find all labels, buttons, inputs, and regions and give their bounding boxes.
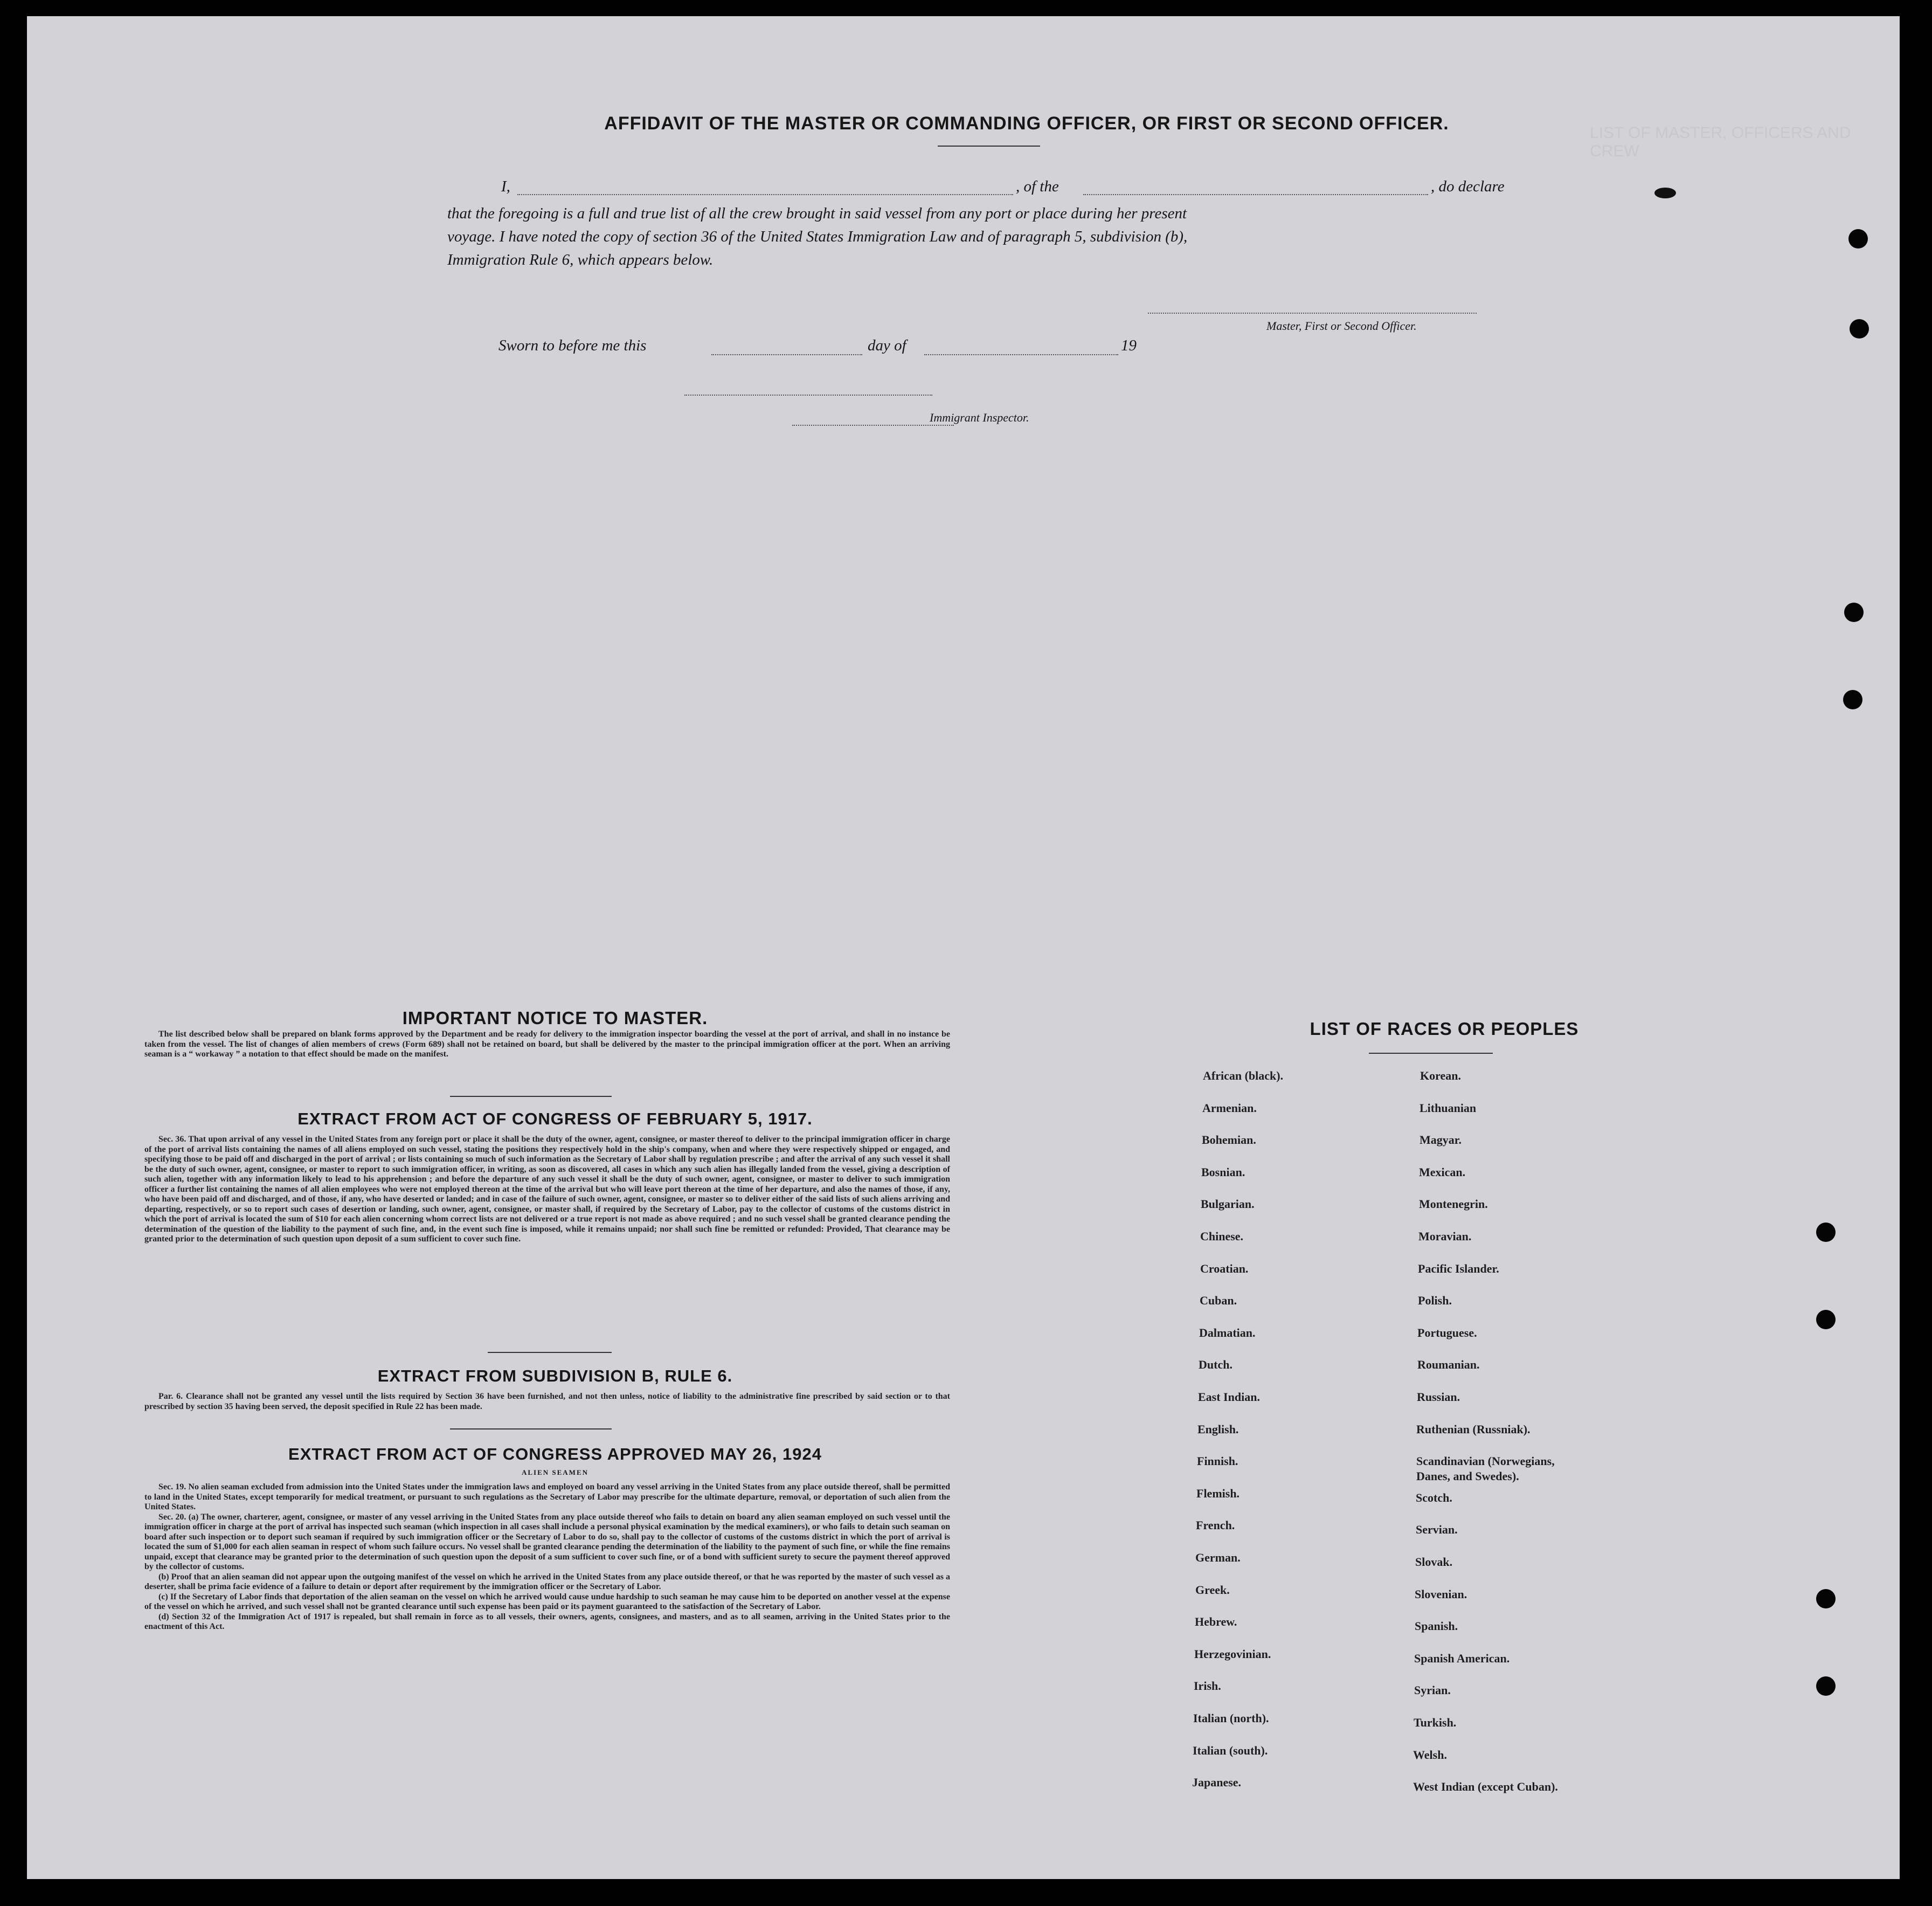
day-of-text: day of xyxy=(868,337,906,354)
sworn-month-field[interactable] xyxy=(924,354,1118,355)
inspector-signature-field[interactable] xyxy=(684,395,932,396)
race-item: Armenian. xyxy=(1202,1101,1257,1115)
sec-20b-text: (b) Proof that an alien seaman did not appear upon the outgoing manifest of the vessel on which he arrived in the United States from any place outside thereof, or that he was reported by the master of such vessel as a deserter, shall be prima facie evidence of a failure to detain or deport after requirement by the immigration officer or the Secretary of Labor. xyxy=(144,1572,950,1591)
race-item: Mexican. xyxy=(1419,1165,1466,1179)
affidavit-of-the: , of the xyxy=(1016,178,1059,195)
affidavit-line-3: voyage. I have noted the copy of section 36 of the United States Immigration Law and of paragraph 5, subdivision (b), xyxy=(447,228,1188,245)
inspector-dotted-lead xyxy=(792,425,954,426)
race-item: Scotch. xyxy=(1416,1491,1452,1504)
sec-20d-text: (d) Section 32 of the Immigration Act of 1917 is repealed, but shall remain in force as to all vessels, their owners, agents, consignees, and masters, and as to all seamen, arriving in the United States prior to the enactment of this Act. xyxy=(144,1612,950,1631)
extract-1917-block xyxy=(144,1135,950,1245)
master-signature-label: Master, First or Second Officer. xyxy=(1266,319,1417,333)
punch-hole xyxy=(1848,229,1868,248)
race-item: Dutch. xyxy=(1199,1358,1232,1371)
punch-hole xyxy=(1816,1310,1836,1329)
affidavit-i: I, xyxy=(501,178,510,195)
punch-hole xyxy=(1850,319,1869,339)
race-item: Roumanian. xyxy=(1417,1358,1480,1371)
race-item: Pacific Islander. xyxy=(1418,1262,1499,1275)
race-item: Cuban. xyxy=(1200,1294,1237,1307)
race-item: Spanish. xyxy=(1415,1619,1458,1633)
officer-name-field[interactable] xyxy=(517,194,1013,195)
section-36-text: Sec. 36. That upon arrival of any vessel in the United States from any foreign port or place it shall be the duty of the owner, agent, consignee, or master thereof to deliver to the principal immigration officer in charge of the port of arrival lists containing the names of all aliens employed on such vessel, stating the positions they respectively hold in the ship's company, when and where they were respectively shipped or engaged, and specifying those to be paid off and discharged in the port of arrival ; or lists containing so much of such information as the Secretary of Labor shall by regulation prescribe ; and after the arrival of any such vessel it shall be the duty of such owner, agent, consignee, or master to report to such immigration officer, in writing, as soon as discovered, all cases in which any such alien has illegally landed from the vessel, giving a description of such alien, together with any information likely to lead to his apprehension ; and before the departure of any such vessel it shall be the duty of such owner, agent, consignee, or master to deliver to such immigration officer a further list containing the names of all alien employees who were not employed thereon at the time of the arrival but who will leave port thereon at the time of her departure, and also the names of those, if any, who have been paid off and discharged, and of those, if any, who have deserted or landed; and in case of the failure of such owner, agent, consignee, or master so to deliver either of the said lists of such aliens arriving and departing, respectively, or so to report such cases of desertion or landing, such owner, agent, consignee, or master shall, if required by the Secretary of Labor, pay to the collector of customs of the customs district in which the port of arrival is located the sum of $10 for each alien concerning whom correct lists are not delivered or a true report is not made as above required ; and no such vessel shall be granted clearance pending the determination of the question of the liability to the payment of such fine, and, in the event such fine is imposed, while it remains unpaid; nor shall such fine be remitted or refunded: Provided, That clearance may be granted prior to the determination of such question upon deposit of a sum sufficient to cover such fine. xyxy=(144,1135,950,1244)
race-item: Portuguese. xyxy=(1417,1326,1477,1339)
race-item: Welsh. xyxy=(1413,1748,1447,1762)
race-item: African (black). xyxy=(1203,1069,1284,1082)
punch-hole xyxy=(1816,1223,1836,1242)
race-item: Italian (south). xyxy=(1193,1744,1268,1757)
race-item: Ruthenian (Russniak). xyxy=(1416,1422,1531,1436)
race-item: Bosnian. xyxy=(1201,1165,1245,1179)
race-item: Polish. xyxy=(1418,1294,1452,1307)
extract-1924-block xyxy=(144,1482,950,1632)
section-divider xyxy=(488,1352,612,1353)
race-item: Spanish American. xyxy=(1414,1652,1510,1665)
race-item: French. xyxy=(1196,1518,1235,1532)
bleed-through-text: LIST OF MASTER, OFFICERS AND CREW xyxy=(1590,124,1851,160)
notice-text-block xyxy=(144,1030,950,1060)
race-item: Servian. xyxy=(1416,1523,1458,1536)
notice-text: The list described below shall be prepared on blank forms approved by the Department and be ready for delivery to the immigration inspector boarding the vessel at the port of arrival, and shall in no instance be taken from the vessel. The list of changes of alien members of crews (Form 689) shall not be retained on board, but shall be delivered by the master to the principal immigration officer at the port. When an arriving seaman is a “ workaway ” a notation to that effect should be made on the manifest. xyxy=(144,1030,950,1059)
race-item: Montenegrin. xyxy=(1419,1197,1488,1211)
vessel-name-field[interactable] xyxy=(1083,194,1428,195)
race-item: Irish. xyxy=(1194,1679,1221,1693)
race-item: Hebrew. xyxy=(1195,1615,1237,1628)
race-item: West Indian (except Cuban). xyxy=(1413,1780,1558,1793)
race-item: Bulgarian. xyxy=(1201,1197,1255,1211)
affidavit-body xyxy=(447,202,1557,272)
sworn-day-field[interactable] xyxy=(711,354,862,355)
race-item: Italian (north). xyxy=(1193,1711,1269,1725)
race-item: Lithuanian xyxy=(1419,1101,1477,1115)
rule-6-title: EXTRACT FROM SUBDIVISION B, RULE 6. xyxy=(377,1366,733,1385)
race-item: Dalmatian. xyxy=(1199,1326,1256,1339)
punch-hole xyxy=(1816,1676,1836,1696)
affidavit-line-1 xyxy=(501,178,1557,199)
race-item: German. xyxy=(1195,1551,1241,1564)
race-item: Herzegovinian. xyxy=(1194,1647,1271,1661)
par-6-text: Par. 6. Clearance shall not be granted any vessel until the lists required by Section 36 have been furnished, and not then unless, notice of liability to the administrative fine prescribed by said section or to that prescribed by section 35 having been served, the deposit specified in Rule 22 has been made. xyxy=(144,1392,950,1411)
affidavit-do-declare: , do declare xyxy=(1431,178,1505,195)
master-signature-field[interactable] xyxy=(1148,313,1477,314)
race-item: Slovenian. xyxy=(1415,1587,1467,1601)
year-prefix: 19 xyxy=(1121,337,1137,354)
rule-6-block xyxy=(144,1392,950,1412)
race-item: English. xyxy=(1197,1422,1239,1436)
sec-20a-text: Sec. 20. (a) The owner, charterer, agent, consignee, or master of any vessel arriving in the United States from any place outside thereof who fails to detain on board any alien seaman employed on such vessel until the immigration officer in charge at the port of arrival has inspected such seaman (which inspection in all cases shall include a personal physical examination by the medical examiners), or who fails to detain such seaman on board after such inspection or to deport such seaman if required by such immigration officer or the Secretary of Labor to do so, shall pay to the collector of customs of the customs district in which the port of arrival is located the sum of $1,000 for each alien seaman in respect of whom such failure occurs. No vessel shall be granted clearance pending the determination of the liability to the payment of such fine, or while the fine remains unpaid, except that clearance may be granted prior to the determination of such question upon the deposit of a sum sufficient to cover such fine, or of a bond with sufficient surety to secure the payment thereof approved by the collector of customs. xyxy=(144,1512,950,1571)
ink-blot xyxy=(1654,188,1676,198)
punch-hole xyxy=(1844,603,1864,622)
races-title-rule xyxy=(1369,1053,1493,1054)
race-item: East Indian. xyxy=(1198,1390,1260,1404)
race-item: Finnish. xyxy=(1197,1454,1238,1468)
section-divider xyxy=(450,1428,612,1430)
race-item: Croatian. xyxy=(1200,1262,1249,1275)
extract-1924-title: EXTRACT FROM ACT OF CONGRESS APPROVED MAY 26, 1924 xyxy=(288,1445,822,1463)
race-item: Greek. xyxy=(1195,1583,1230,1597)
affidavit-line-2: that the foregoing is a full and true list of all the crew brought in said vessel from any port or place during her present xyxy=(447,205,1187,222)
inspector-label: Immigrant Inspector. xyxy=(930,411,1029,424)
race-item: Turkish. xyxy=(1414,1716,1457,1729)
notice-title: IMPORTANT NOTICE TO MASTER. xyxy=(402,1008,708,1028)
extract-1917-title: EXTRACT FROM ACT OF CONGRESS OF FEBRUARY 5, 1917. xyxy=(297,1109,813,1128)
sworn-text: Sworn to before me this xyxy=(498,337,647,354)
race-item: Korean. xyxy=(1420,1069,1461,1082)
race-item: Syrian. xyxy=(1414,1683,1451,1697)
race-item: Slovak. xyxy=(1415,1555,1453,1569)
races-title: LIST OF RACES OR PEOPLES xyxy=(1310,1019,1579,1039)
race-item: Scandinavian (Norwegians, Danes, and Swedes). xyxy=(1416,1454,1555,1483)
punch-hole xyxy=(1816,1589,1836,1608)
race-item: Chinese. xyxy=(1200,1230,1244,1243)
section-divider xyxy=(450,1096,612,1097)
race-item: Magyar. xyxy=(1419,1133,1462,1147)
sec-19-text: Sec. 19. No alien seaman excluded from admission into the United States under the immigration laws and employed on board any vessel arriving in the United States from any place outside thereof, shall be permitted to land in the United States, except temporarily for medical treatment, or pursuant to such regulations as the Secretary of Labor may prescribe for the ultimate departure, removal, or deportation of such alien from the United States. xyxy=(144,1482,950,1511)
affidavit-title: AFFIDAVIT OF THE MASTER OR COMMANDING OFFICER, OR FIRST OR SECOND OFFICER. xyxy=(604,113,1449,134)
alien-seamen-subtitle: ALIEN SEAMEN xyxy=(521,1468,589,1476)
race-item: Moravian. xyxy=(1418,1230,1472,1243)
race-item: Flemish. xyxy=(1196,1487,1240,1500)
race-item: Japanese. xyxy=(1192,1776,1242,1789)
sworn-line xyxy=(498,337,1199,358)
affidavit-line-4: Immigration Rule 6, which appears below. xyxy=(447,251,714,268)
punch-hole xyxy=(1843,690,1862,709)
race-item: Bohemian. xyxy=(1202,1133,1256,1147)
title-rule xyxy=(938,146,1040,147)
form-page xyxy=(27,16,1900,1879)
sec-20c-text: (c) If the Secretary of Labor finds that deportation of the alien seaman on the vessel on which he arrived would cause undue hardship to such seaman he may cause him to be deported on another vessel at the expense of the vessel on which he arrived, and such vessel shall not be granted clearance until such expense has been paid or its payment guaranteed to the satisfaction of the Secretary of Labor. xyxy=(144,1592,950,1611)
race-item: Russian. xyxy=(1417,1390,1460,1404)
